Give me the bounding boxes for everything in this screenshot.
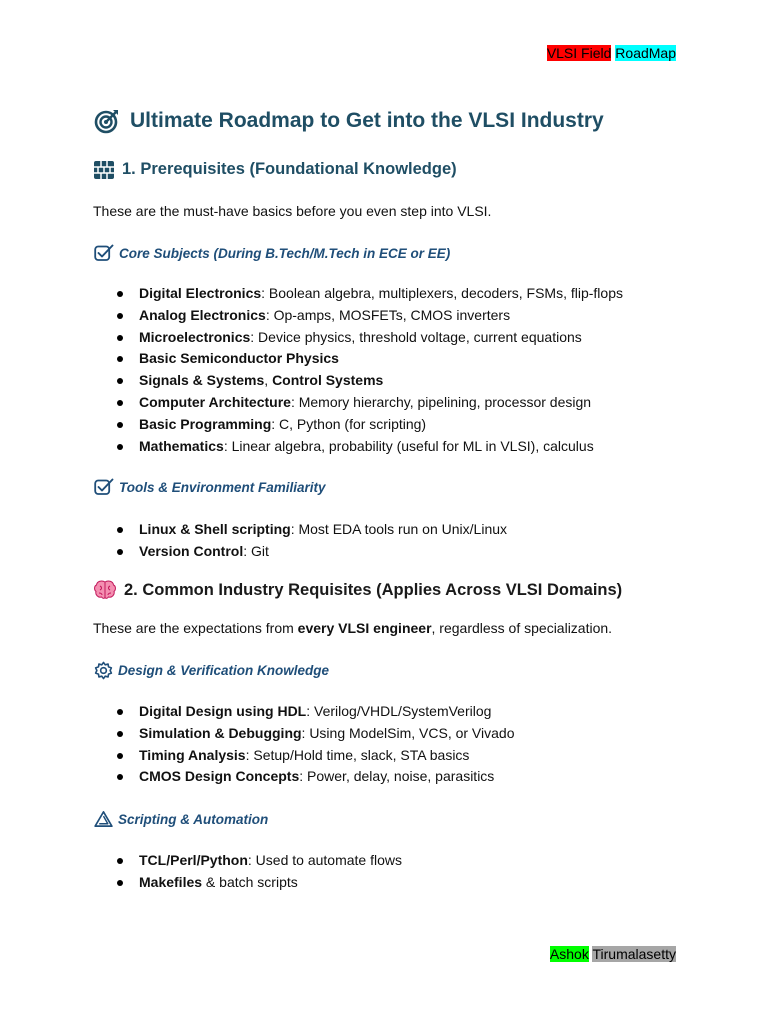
list-item: CMOS Design Concepts: Power, delay, noise, parasitics: [0, 766, 515, 788]
section2-heading-text: 2. Common Industry Requisites (Applies Across VLSI Domains): [124, 580, 623, 599]
page-title: [94, 108, 604, 134]
list-item: Makefiles & batch scripts: [0, 872, 402, 894]
header-roadmap: RoadMap: [615, 45, 676, 61]
list-item: Timing Analysis: Setup/Hold time, slack, STA basics: [0, 745, 515, 767]
tools-heading-text: Tools & Environment Familiarity: [119, 479, 326, 495]
scripting-list: [0, 850, 402, 894]
core-subjects-heading-text: Core Subjects (During B.Tech/M.Tech in ECE or EE): [119, 245, 451, 261]
scripting-heading-text: Scripting & Automation: [118, 811, 269, 827]
scripting-heading: [94, 810, 268, 828]
list-item: Signals & Systems, Control Systems: [0, 370, 623, 392]
list-item: Microelectronics: Device physics, threshold voltage, current equations: [0, 327, 623, 349]
list-item: Analog Electronics: Op-amps, MOSFETs, CMOS inverters: [0, 305, 623, 327]
header-tag: [547, 44, 676, 62]
list-item: TCL/Perl/Python: Used to automate flows: [0, 850, 402, 872]
list-item: Version Control: Git: [0, 541, 507, 563]
list-item: Basic Semiconductor Physics: [0, 348, 623, 370]
section1-heading: [94, 160, 457, 179]
footer-last-name: Tirumalasetty: [592, 946, 676, 962]
list-item: Computer Architecture: Memory hierarchy, pipelining, processor design: [0, 392, 623, 414]
gear-icon: [94, 661, 113, 680]
tools-heading: [94, 478, 326, 496]
design-verification-list: [0, 701, 515, 788]
section1-intro: These are the must-have basics before you even step into VLSI.: [93, 203, 492, 219]
check-box-icon: [94, 478, 114, 496]
list-item: Mathematics: Linear algebra, probability (useful for ML in VLSI), calculus: [0, 436, 623, 458]
bricks-icon: [94, 161, 114, 179]
core-subjects-heading: [94, 244, 450, 262]
page-title-text: Ultimate Roadmap to Get into the VLSI Industry: [130, 109, 604, 132]
warning-triangle-icon: [94, 810, 113, 828]
check-box-icon: [94, 244, 114, 262]
list-item: Basic Programming: C, Python (for scripting): [0, 414, 623, 436]
brain-icon: [94, 580, 116, 600]
header-vlsi-field: VLSI Field: [546, 45, 612, 61]
list-item: Simulation & Debugging: Using ModelSim, VCS, or Vivado: [0, 723, 515, 745]
footer-author: [550, 945, 676, 963]
footer-first-name: Ashok: [549, 946, 589, 962]
list-item: Digital Design using HDL: Verilog/VHDL/SystemVerilog: [0, 701, 515, 723]
tools-list: [0, 519, 507, 563]
list-item: Digital Electronics: Boolean algebra, multiplexers, decoders, FSMs, flip-flops: [0, 283, 623, 305]
design-verification-heading: [94, 661, 329, 680]
list-item: Linux & Shell scripting: Most EDA tools run on Unix/Linux: [0, 519, 507, 541]
section2-heading: [94, 580, 622, 600]
section1-heading-text: 1. Prerequisites (Foundational Knowledge): [122, 160, 457, 178]
target-icon: [94, 108, 120, 134]
core-subjects-list: [0, 283, 623, 457]
section2-intro: These are the expectations from every VLSI engineer, regardless of specialization.: [93, 620, 613, 636]
design-verification-heading-text: Design & Verification Knowledge: [118, 663, 330, 678]
